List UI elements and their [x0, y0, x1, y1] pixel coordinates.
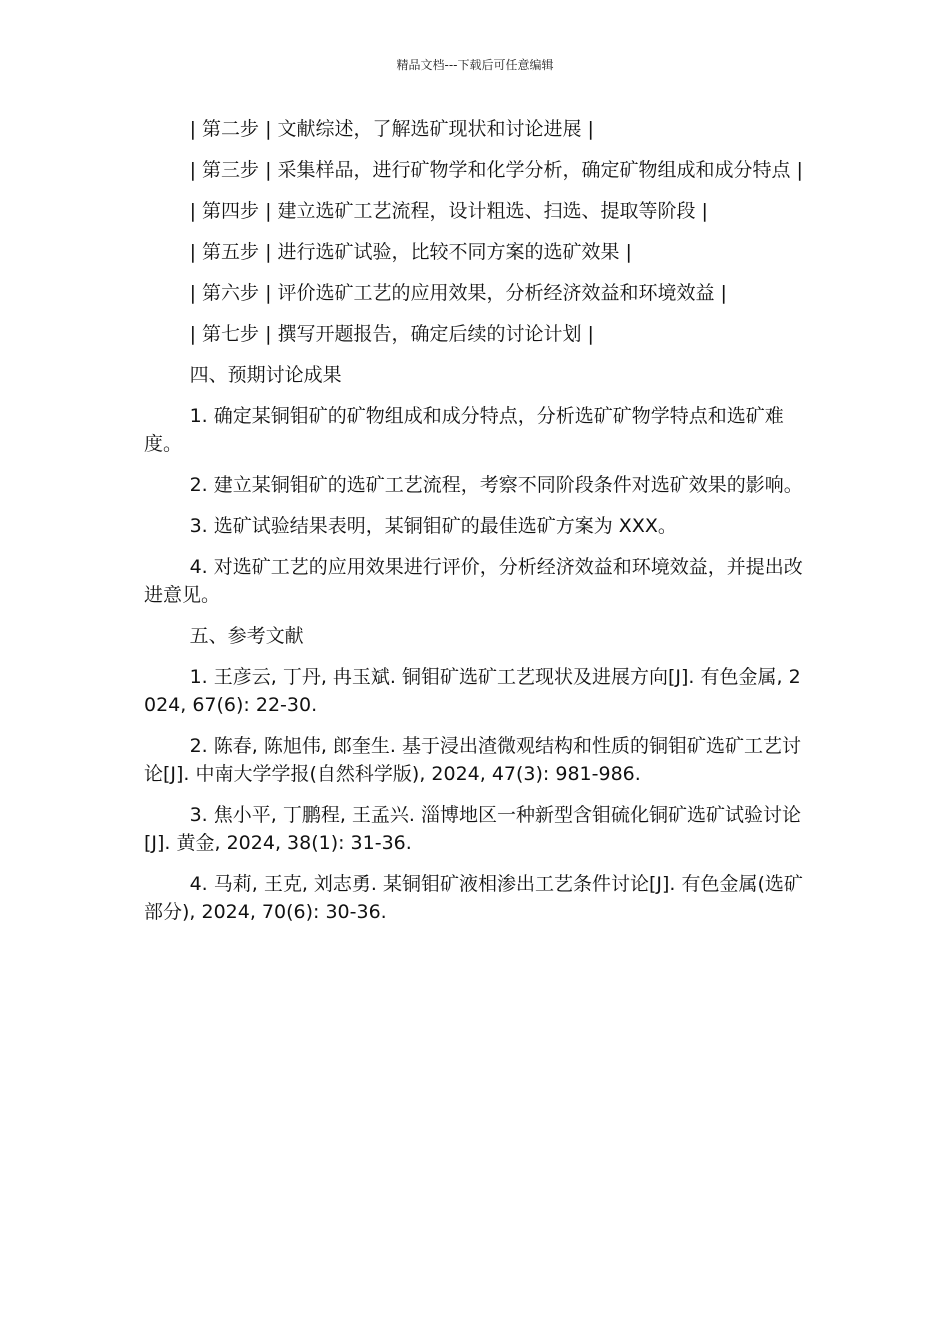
document-body [144, 115, 808, 939]
section-heading-expected-results: 四、预期讨论成果 [189, 364, 342, 386]
step-5-row: | 第五步 | 进行选矿试验，比较不同方案的选矿效果 | [189, 241, 632, 263]
reference-4: 4. 马莉, 王克, 刘志勇. 某铜钼矿液相渗出工艺条件讨论[J]. 有色金属(选矿部分), 2024, 70(6): 30-36. [144, 873, 803, 923]
reference-3: 3. 焦小平, 丁鹏程, 王孟兴. 淄博地区一种新型含钼硫化铜矿选矿试验讨论[J]. 黄金, 2024, 38(1): 31-36. [144, 804, 802, 854]
step-6-row: | 第六步 | 评价选矿工艺的应用效果，分析经济效益和环境效益 | [189, 282, 727, 304]
step-3-row: | 第三步 | 采集样品，进行矿物学和化学分析，确定矿物组成和成分特点 | [189, 159, 803, 181]
expected-result-3: 3. 选矿试验结果表明，某铜钼矿的最佳选矿方案为 XXX。 [189, 515, 677, 537]
step-2-row: | 第二步 | 文献综述，了解选矿现状和讨论进展 | [189, 118, 594, 140]
expected-result-4: 4. 对选矿工艺的应用效果进行评价，分析经济效益和环境效益，并提出改进意见。 [144, 556, 803, 606]
step-4-row: | 第四步 | 建立选矿工艺流程，设计粗选、扫选、提取等阶段 | [189, 200, 708, 222]
reference-2: 2. 陈春, 陈旭伟, 郎奎生. 基于浸出渣微观结构和性质的铜钼矿选矿工艺讨论[J]. 中南大学学报(自然科学版), 2024, 47(3): 981-986. [144, 735, 802, 785]
reference-1: 1. 王彦云, 丁丹, 冉玉斌. 铜钼矿选矿工艺现状及进展方向[J]. 有色金属, 2024, 67(6): 22-30. [144, 666, 801, 716]
section-heading-references: 五、参考文献 [189, 625, 304, 647]
expected-result-2: 2. 建立某铜钼矿的选矿工艺流程，考察不同阶段条件对选矿效果的影响。 [189, 474, 803, 496]
page-header: 精品文档---下载后可任意编辑 [396, 58, 554, 72]
expected-result-1: 1. 确定某铜钼矿的矿物组成和成分特点，分析选矿矿物学特点和选矿难度。 [144, 405, 784, 455]
step-7-row: | 第七步 | 撰写开题报告，确定后续的讨论计划 | [189, 323, 594, 345]
